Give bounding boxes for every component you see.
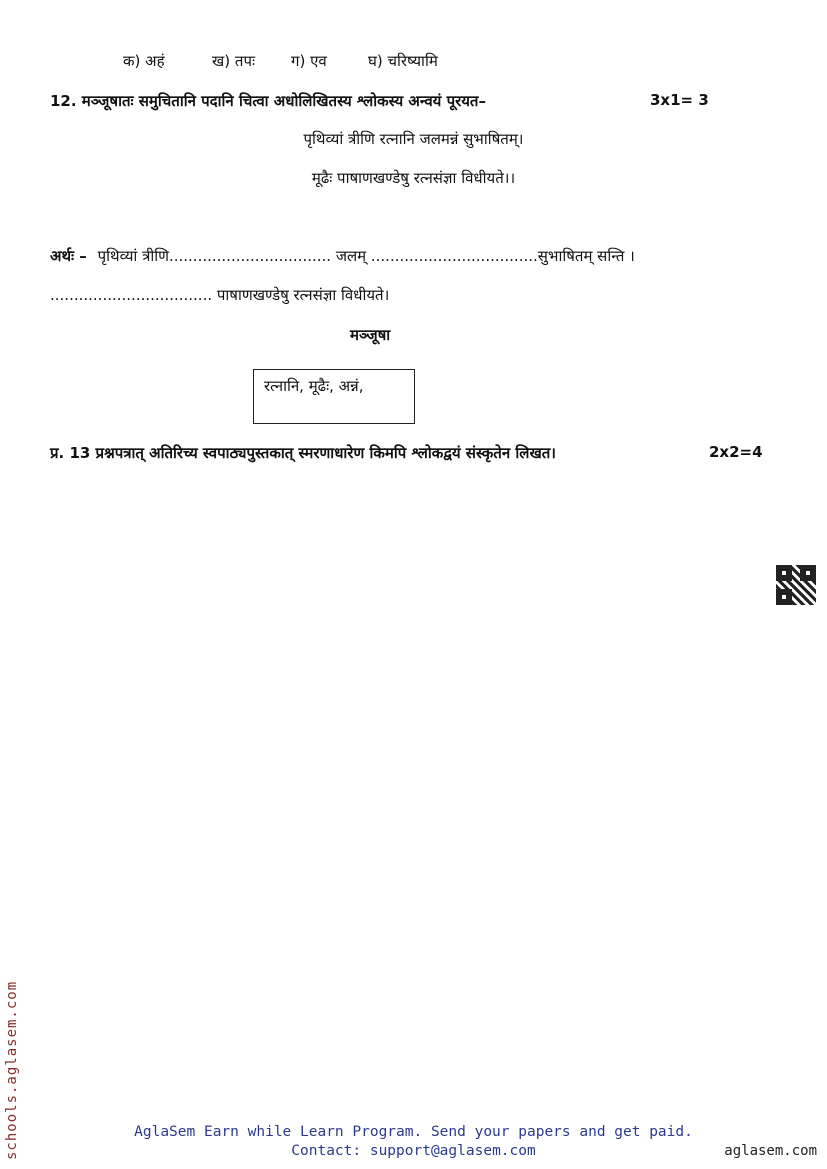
verse-line-1: पृथिव्यां त्रीणि रत्नानि जलमन्नं सुभाषितम्। (303, 130, 524, 148)
question-13-marks: 2x2=4 (709, 443, 763, 461)
option-b: ख) तपः (212, 52, 255, 70)
footer-line-2: Contact: support@aglasem.com (291, 1143, 536, 1159)
corner-watermark: aglasem.com (724, 1143, 817, 1159)
meaning-line-1 (50, 246, 635, 266)
option-c: ग) एव (291, 52, 327, 70)
question-12-marks: 3x1= 3 (650, 91, 709, 109)
verse-line-2: मूढैः पाषाणखण्डेषु रत्नसंज्ञा विधीयते।। (311, 169, 516, 187)
footer-line-1: AglaSem Earn while Learn Program. Send your papers and get paid. (134, 1124, 693, 1140)
word-box-words: रत्नानि, मूढैः, अन्नं, (264, 377, 364, 395)
qr-code-icon (776, 565, 816, 605)
meaning-line-2: .................................. पाषाणखण्डेषु रत्नसंज्ञा विधीयते। (50, 286, 390, 304)
meaning-line-1-text: पृथिव्यां त्रीणि.................................. जलम् ...................................सुभाषितम् सन्ति । (97, 247, 635, 265)
side-watermark: schools.aglasem.com (4, 980, 20, 1160)
word-box-title: मञ्जूषा (350, 326, 391, 344)
option-d: घ) चरिष्यामि (368, 52, 438, 70)
question-13-text: प्र. 13 प्रश्नपत्रात् अतिरिच्य स्वपाठ्यपुस्तकात् स्मरणाधारेण किमपि श्लोकद्वयं संस्कृतेन लिखत। (50, 444, 556, 462)
question-12-text: 12. मञ्जूषातः समुचितानि पदानि चित्वा अधोलिखितस्य श्लोकस्य अन्वयं पूरयत– (50, 92, 486, 110)
meaning-label: अर्थः – (50, 247, 87, 265)
option-a: क) अहं (123, 52, 165, 70)
word-box (253, 369, 415, 424)
